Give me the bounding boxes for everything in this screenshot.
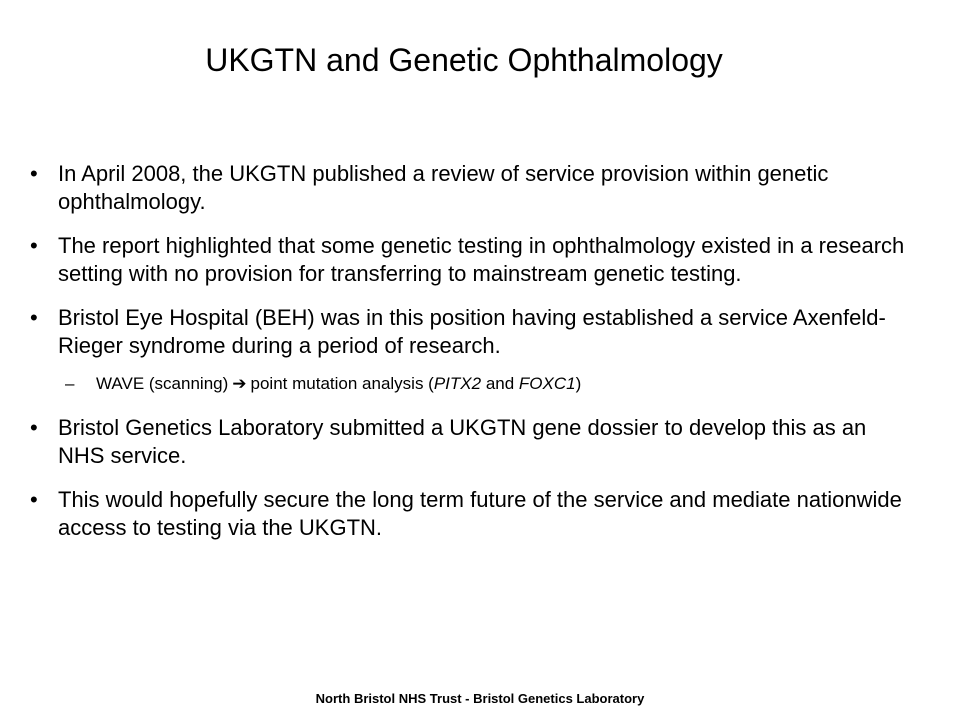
bullet-text: This would hopefully secure the long term future of the service and mediate nationwide access to testing via the UKGTN. xyxy=(58,487,902,540)
sub-bullet-text xyxy=(96,374,581,393)
sub-bullet-method: WAVE (scanning) xyxy=(96,374,229,393)
bullet-item xyxy=(30,486,910,542)
bullet-marker: • xyxy=(30,305,38,330)
bullet-item xyxy=(30,304,910,360)
bullet-text: In April 2008, the UKGTN published a review of service provision within genetic ophthalmology. xyxy=(58,161,829,214)
slide-title: UKGTN and Genetic Ophthalmology xyxy=(205,42,723,78)
bullet-marker: • xyxy=(30,161,38,186)
sub-bullet-close: ) xyxy=(575,374,582,393)
bullet-list xyxy=(30,160,910,558)
arrow-icon: ➔ xyxy=(232,374,247,393)
bullet-text: The report highlighted that some genetic testing in ophthalmology existed in a research setting with no provision for transferring to mainstream genetic testing. xyxy=(58,233,905,286)
sub-bullet-item xyxy=(30,372,910,396)
bullet-item xyxy=(30,414,910,470)
gene-name-foxc1: FOXC1 xyxy=(518,374,576,393)
bullet-item xyxy=(30,232,910,288)
bullet-item xyxy=(30,160,910,216)
slide-footer: North Bristol NHS Trust - Bristol Genetics Laboratory xyxy=(315,691,645,706)
bullet-text: Bristol Genetics Laboratory submitted a UKGTN gene dossier to develop this as an NHS service. xyxy=(58,415,867,468)
bullet-marker: • xyxy=(30,487,38,512)
sub-bullet-marker: – xyxy=(65,374,75,393)
sub-bullet-and: and xyxy=(481,374,519,393)
bullet-text: Bristol Eye Hospital (BEH) was in this position having established a service Axenfeld-Rieger syndrome during a period of research. xyxy=(58,305,886,358)
bullet-marker: • xyxy=(30,233,38,258)
sub-bullet-analysis: point mutation analysis ( xyxy=(250,374,434,393)
bullet-marker: • xyxy=(30,415,38,440)
gene-name-pitx2: PITX2 xyxy=(433,374,482,393)
